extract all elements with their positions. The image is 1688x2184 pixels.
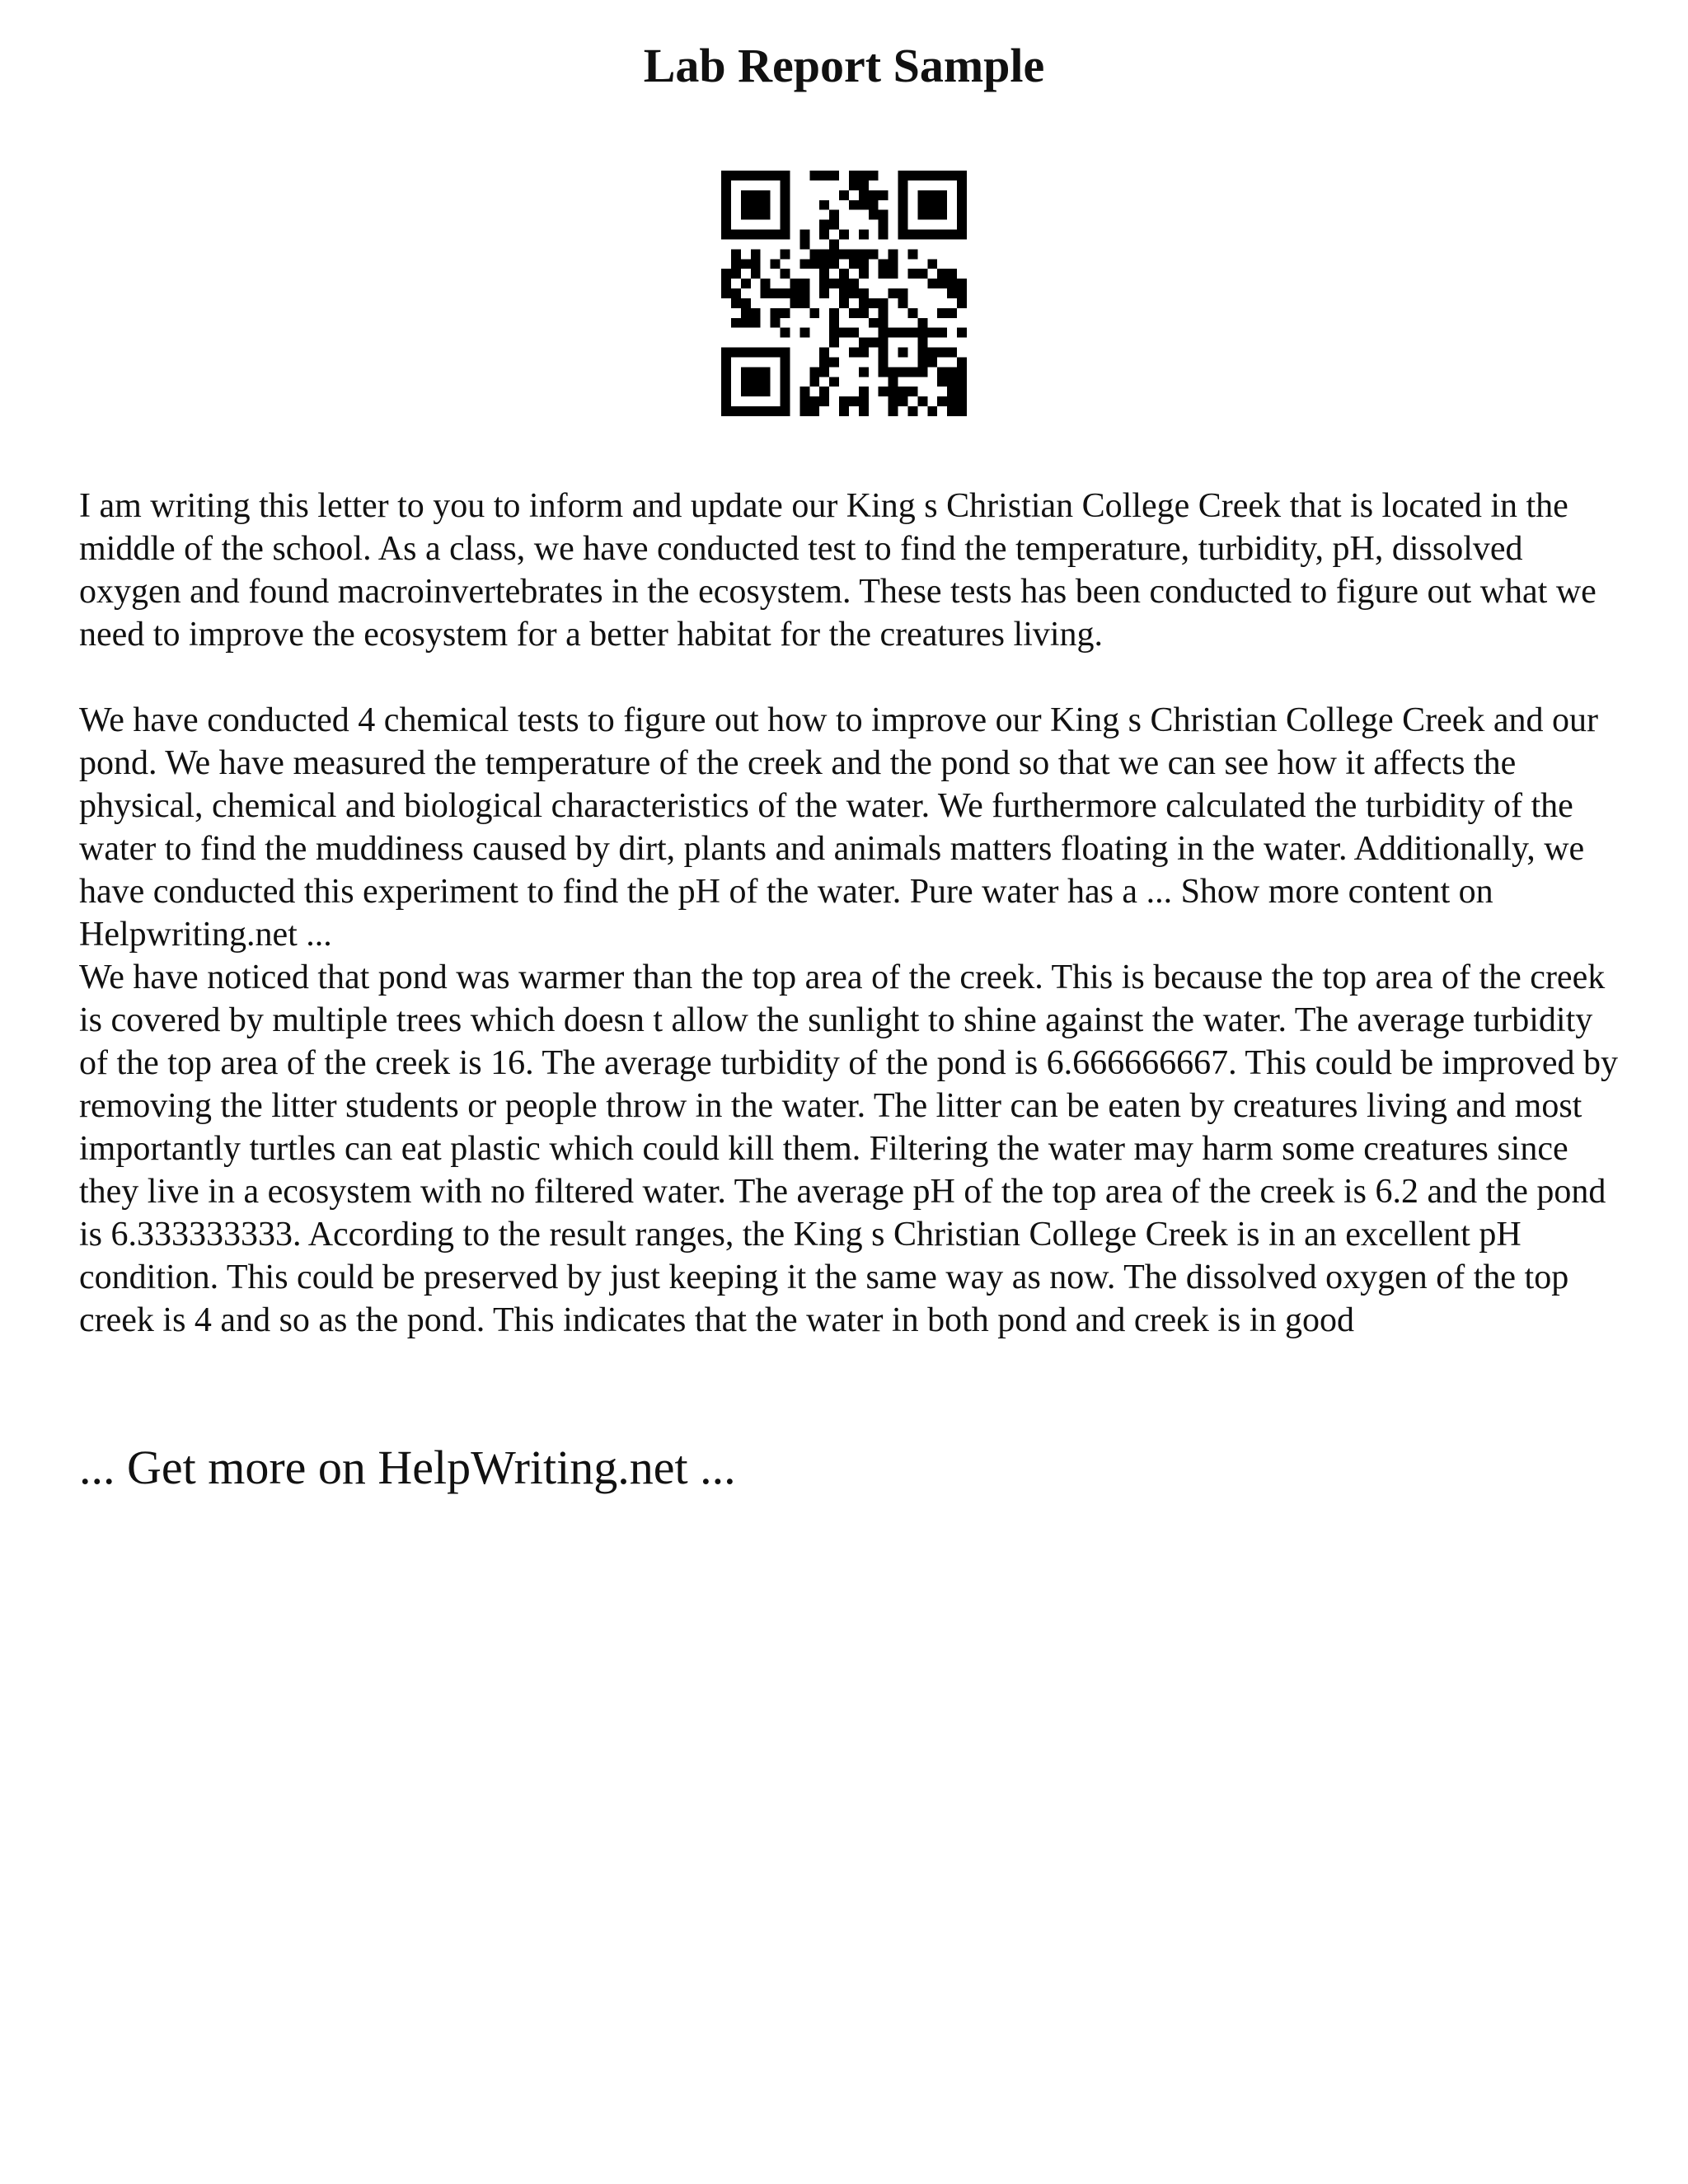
paragraph-intro: I am writing this letter to you to inform and update our King s Christian College Creek that is located in the middle of the school. As a class, we have conducted test to find the temperature, turbidity, pH, dissolved oxygen and found macroinvertebrates in the ecosystem. These tests has been conducted to figure out what we need to improve the ecosystem for a better habitat for the creatures living. [79, 487, 1597, 654]
document-title: Lab Report Sample [643, 39, 1045, 92]
paragraph-tests: We have conducted 4 chemical tests to figure out how to improve our King s Christian College Creek and our pond. We have measured the temperature of the creek and the pond so that we can see how it affects the physical, chemical and biological characteristics of the water. We furthermore calculated the turbidity of the water to find the muddiness caused by dirt, plants and animals matters floating in the water. Additionally, we have conducted this experiment to find the pH of the water. Pure water has a ... Show more content on Helpwriting.net ... [79, 701, 1598, 954]
get-more-link[interactable]: ... Get more on HelpWriting.net ... [79, 1441, 736, 1494]
paragraph-results: We have noticed that pond was warmer than the top area of the creek. This is because the top area of the creek is covered by multiple trees which doesn t allow the sunlight to shine against the water. The average turbidity of the top area of the creek is 16. The average turbidity of the pond is 6.666666667. This could be improved by removing the litter students or people throw in the water. The litter can be eaten by creatures living and most importantly turtles can eat plastic which could kill them. Filtering the water may harm some creatures since they live in a ecosystem with no filtered water. The average pH of the top area of the creek is 6.2 and the pond is 6.333333333. According to the result ranges, the King s Christian College Creek is in an excellent pH condition. This could be preserved by just keeping it the same way as now. The dissolved oxygen of the top creek is 4 and so as the pond. This indicates that the water in both pond and creek is in good [79, 958, 1618, 1339]
body-text [79, 485, 1620, 1342]
qr-code-icon [721, 171, 967, 416]
